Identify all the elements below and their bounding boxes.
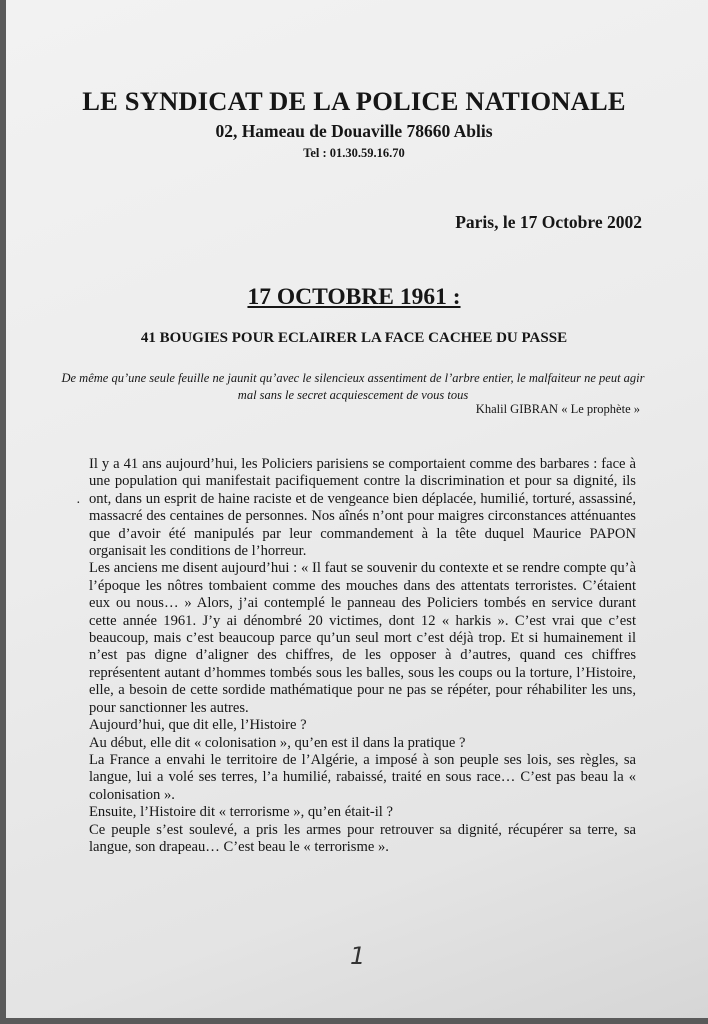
body-text (89, 456, 636, 856)
paragraph: Il y a 41 ans aujourd’hui, les Policiers parisiens se comportaient comme des barbares : face à une population qui manifestait pacifiquement contre la discrimination et pour sa dignité, ils ont, dans un esprit de haine raciste et de vengeance bien déplacée, humilié, torturé, assassiné, massacré des centaines de personnes. Nos aînés n’ont pour maigres circonstances atténuantes que d’avoir été manipulés par leur commandement à la tête duquel Maurice PAPON organisait les conditions de l’horreur. (89, 456, 636, 560)
organization-name: LE SYNDICAT DE LA POLICE NATIONALE (82, 86, 626, 116)
margin-dot: · (76, 496, 81, 511)
epigraph-attribution: Khalil GIBRAN « Le prophète » (475, 402, 640, 416)
paragraph: Au début, elle dit « colonisation », qu’en est il dans la pratique ? (89, 734, 466, 751)
dateline: Paris, le 17 Octobre 2002 (455, 212, 642, 232)
paragraph: Les anciens me disent aujourd’hui : « Il faut se souvenir du contexte et se rendre compte qu’à l’époque les nôtres tombaient comme des mouches dans des attentats terroristes. C’étaient eux ou nous… » Alors, j’ai contemplé le panneau des Policiers tombés en service durant cette année 1961. J’y ai dénombré 20 victimes, dont 12 « harkis ». C’est vrai que c’est beaucoup, mais c’est beaucoup parce qu’un seul mort c’est déjà trop. Et si humainement il n’est pas digne d’aligner des chiffres, de les opposer à d’autres, quand ces chiffres représentent autant d’hommes tombés sous les balles, sous les coups ou la torture, l’Histoire, elle, a besoin de cette sordide mathématique pour ne pas se répéter, pour réhabiliter les uns, pour sanctionner les autres. (89, 560, 636, 716)
paragraph: Ce peuple s’est soulevé, a pris les armes pour retrouver sa dignité, récupérer sa terre, sa langue, son drapeau… C’est beau le « terrorisme ». (89, 821, 636, 855)
document-title: 17 OCTOBRE 1961 : (247, 284, 461, 310)
paragraph: Aujourd’hui, que dit elle, l’Histoire ? (89, 717, 307, 734)
epigraph-quote: De même qu’une seule feuille ne jaunit qu’avec le silencieux assentiment de l’arbre entier, le malfaiteur ne peut agir mal sans le secret acquiescement de vous tous (61, 371, 645, 402)
organization-phone: Tel : 01.30.59.16.70 (303, 146, 405, 160)
paragraph: La France a envahi le territoire de l’Algérie, a imposé à son peuple ses lois, ses règles, sa langue, lui a volé ses terres, l’a humilié, rabaissé, traité en sous race… C’est pas beau la « colonisation ». (89, 751, 636, 803)
paragraph: Ensuite, l’Histoire dit « terrorisme », qu’en était-il ? (89, 804, 393, 821)
document-subtitle: 41 BOUGIES POUR ECLAIRER LA FACE CACHEE DU PASSE (140, 330, 568, 346)
organization-address: 02, Hameau de Douaville 78660 Ablis (215, 121, 493, 141)
page-number: 1 (350, 942, 366, 970)
